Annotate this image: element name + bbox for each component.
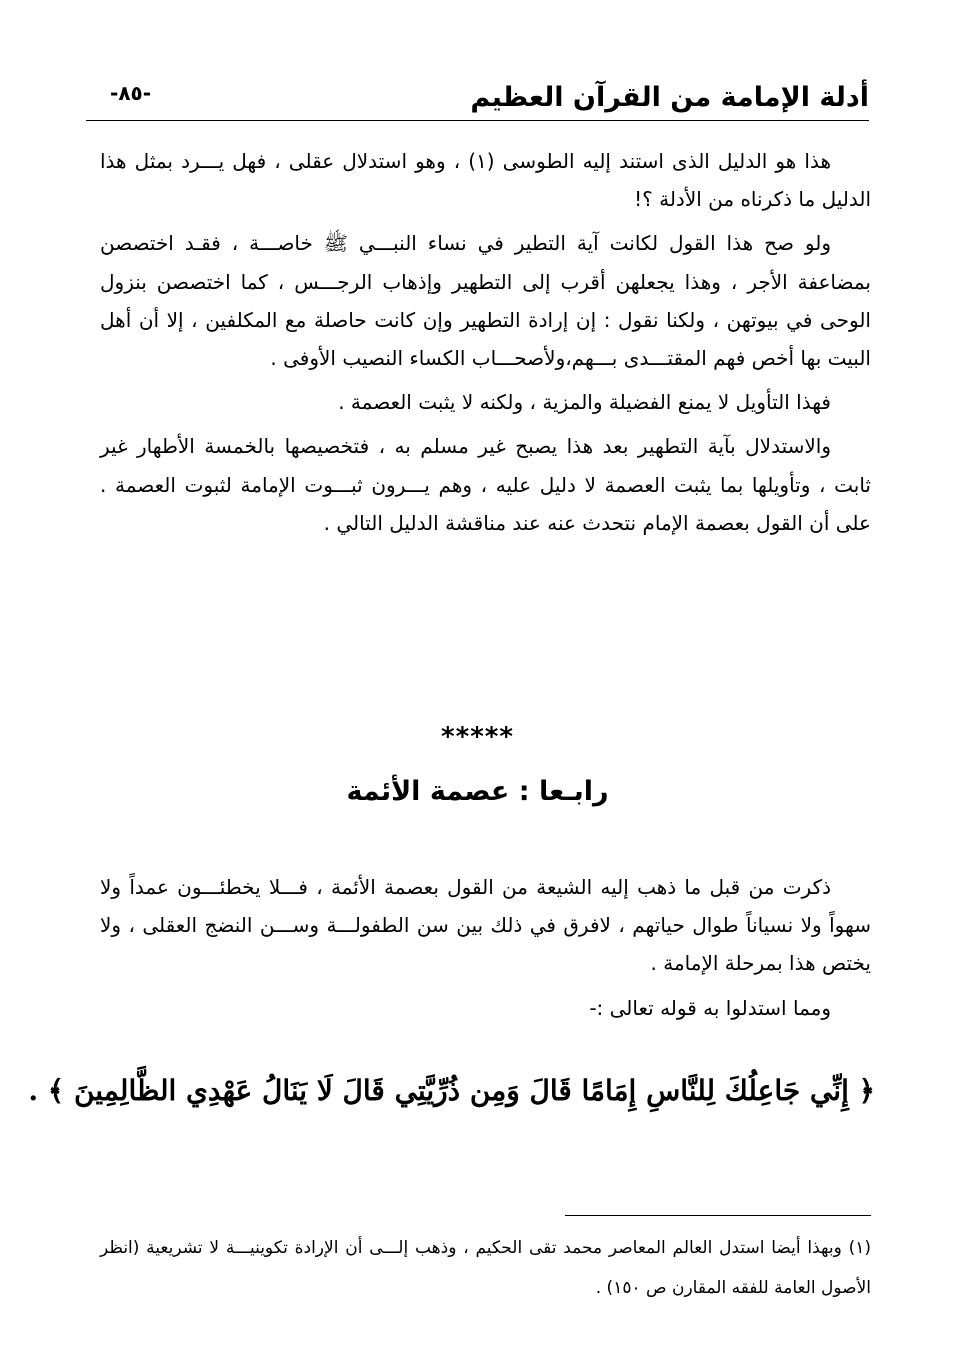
running-title: أدلة الإمامة من القرآن العظيم xyxy=(470,82,869,113)
paragraph-3: فهذا التأويل لا يمنع الفضيلة والمزية ، ولكنه لا يثبت العصمة . xyxy=(338,390,831,415)
section-text xyxy=(100,868,871,1027)
quran-verse: ﴿ إِنِّي جَاعِلُكَ لِلنَّاسِ إِمَامًا قَالَ وَمِن ذُرِّيَّتِي قَالَ لَا يَنَالُ عَهْدِي الظَّالِمِينَ ﴾ . xyxy=(28,1074,875,1107)
footnote: (١) وبهذا أيضا استدل العالم المعاصر محمد تقى الحكيم ، وذهب إلـــى أن الإرادة تكوينيـــة لا تشريعية (انظر الأصول العامة للفقه المقارن ص ١٥٠) . xyxy=(100,1238,871,1298)
section-paragraph-2: ومما استدلوا به قوله تعالى :- xyxy=(589,995,831,1020)
paragraph-1: هذا هو الدليل الذى استند إليه الطوسى (١) ، وهو استدلال عقلى ، فهل يـــرد بمثل هذا الدليل ما ذكرناه من الأدلة ؟! xyxy=(100,149,871,212)
paragraph-4: والاستدلال بآية التطهير بعد هذا يصبح غير مسلم به ، فتخصيصها بالخمسة الأطهار غير ثابت ، وتأويلها بما يثبت العصمة لا دليل عليه ، وهم يـــرون ثبـــوت الإمامة لثبوت العصمة . على أن القول بعصمة الإمام نتحدث عنه عند مناقشة الدليل التالي . xyxy=(100,434,871,535)
page-header xyxy=(100,78,869,122)
section-separator: ***** xyxy=(441,722,514,752)
header-divider xyxy=(86,120,869,121)
section-heading: رابـعا : عصمة الأئمة xyxy=(346,776,609,807)
paragraph-2: ولو صح هذا القول لكانت آية التطير في نساء النبـــي ﷺ خاصـــة ، فقـد اختصصن بمضاعفة الأجر ، وهذا يجعلهن أقرب إلى التطهير وإذهاب الرجـــس ، كما اختصصن بنزول الوحى في بيوتهن ، ولكنا نقول : إن إرادة التطهير وإن كانت حاصلة مع المكلفين ، إلا أن أهل البيت بها أخص فهم المقتـــدى بـــهم،ولأصحـــاب الكساء النصيب الأوفى . xyxy=(100,231,871,371)
page-number: -٨٥- xyxy=(110,81,152,105)
section-paragraph-1: ذكرت من قبل ما ذهب إليه الشيعة من القول بعصمة الأئمة ، فـــلا يخطئـــون عمداً ولا سهواً ولا نسياناً طوال حياتهم ، لافرق في ذلك بين سن الطفولـــة وســـن النضج العقلى ، ولا يختص هذا بمرحلة الإمامة . xyxy=(100,875,871,976)
footnote-divider xyxy=(565,1215,871,1216)
main-text xyxy=(100,142,871,542)
